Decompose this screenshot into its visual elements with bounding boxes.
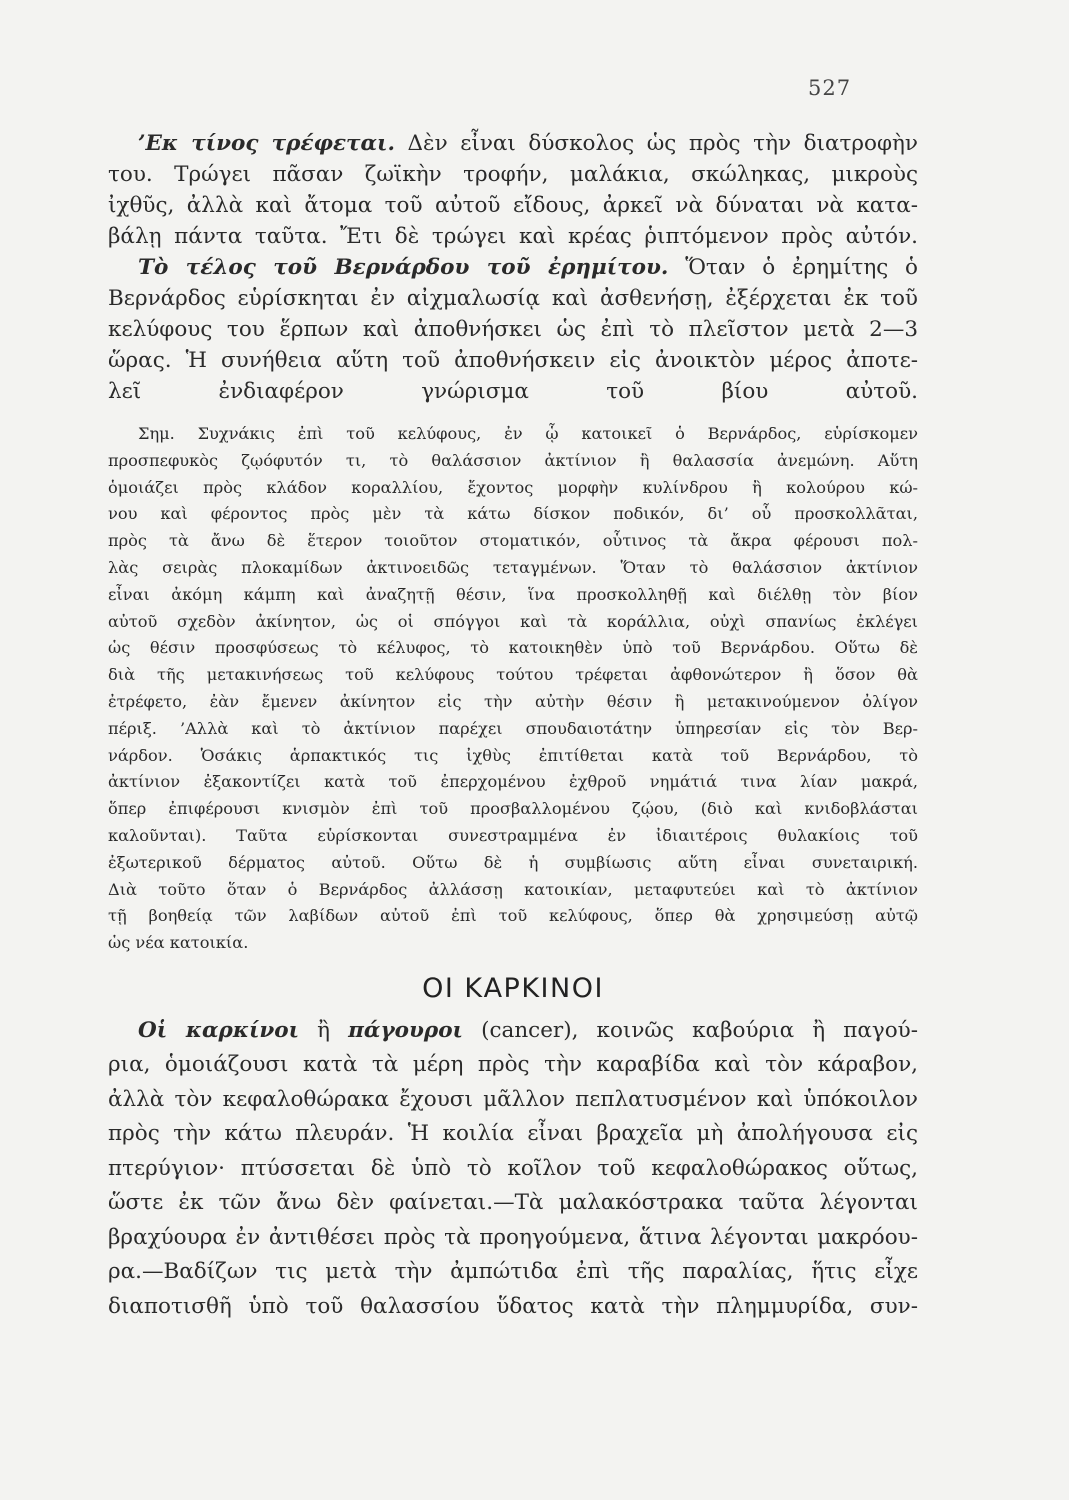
note-line: διὰ τῆς μετακινήσεως τοῦ κελύφους τούτου τρέφεται ἀφθονώτερον ἢ ὅσον θὰ (108, 665, 918, 685)
note-line: ἀκτίνιον ἐξακοντίζει κατὰ τοῦ ἐπερχομένου ἐχθροῦ νημάτιά τινα λίαν μακρά, (108, 772, 918, 792)
note-line: τῇ βοηθείᾳ τῶν λαβίδων αὐτοῦ ἐπὶ τοῦ κελύφους, ὅπερ θὰ χρησιμεύσῃ αὐτῷ (108, 906, 918, 926)
note-line: ὅπερ ἐπιφέρουσι κνισμὸν ἐπὶ τοῦ προσβαλλομένου ζῴου, (διὸ καὶ κνιδοβλάσται (108, 799, 918, 819)
text-line: κελύφους του ἕρπων καὶ ἀποθνήσκει ὡς ἐπὶ τὸ πλεῖστον μετὰ 2—3 (108, 317, 918, 342)
note-line: Διὰ τοῦτο ὅταν ὁ Βερνάρδος ἀλλάσσῃ κατοικίαν, μεταφυτεύει καὶ τὸ ἀκτίνιον (108, 879, 918, 899)
section-feeding (108, 128, 918, 252)
note-line: καλοῦνται). Ταῦτα εὑρίσκονται συνεστραμμένα ἐν ἰδιαιτέροις θυλακίοις τοῦ (108, 825, 918, 845)
text-line: πρὸς τὴν κάτω πλευράν. Ἡ κοιλία εἶναι βραχεῖα μὴ ἀπολήγουσα εἰς (108, 1121, 918, 1147)
note-line: πέριξ. ’Αλλὰ καὶ τὸ ἀκτίνιον παρέχει σπουδαιοτάτην ὑπηρεσίαν εἰς τὸν Βερ- (108, 718, 918, 738)
section-heading: Τὸ τέλος τοῦ Βερνάρδου τοῦ ἐρημίτου. (138, 255, 669, 280)
note-line: πρὸς τὰ ἄνω δὲ ἕτερον τοιοῦτον στοματικόν, οὗτινος τὰ ἄκρα φέρουσι πολ- (108, 531, 918, 551)
chapter-title: ΟΙ ΚΑΡΚΙΝΟΙ (422, 972, 604, 1004)
text-line: ἰχθῦς, ἀλλὰ καὶ ἄτομα τοῦ αὐτοῦ εἴδους, ἀρκεῖ νὰ δύναται νὰ κατα- (108, 193, 918, 218)
text-line: βάλῃ πάντα ταῦτα. Ἔτι δὲ τρώγει καὶ κρέας ῥιπτόμενον πρὸς αὐτόν. (108, 224, 918, 249)
text-line: ἀλλὰ τὸν κεφαλοθώρακα ἔχουσι μᾶλλον πεπλατυσμένον καὶ ὑπόκοιλον (108, 1086, 918, 1112)
text-line: λεῖ ἐνδιαφέρον γνώρισμα τοῦ βίου αὐτοῦ. (108, 379, 918, 404)
note-line: Σημ. Συχνάκις ἐπὶ τοῦ κελύφους, ἐν ᾧ κατοικεῖ ὁ Βερνάρδος, εὑρίσκομεν (138, 424, 918, 443)
bold-term: Οἱ καρκίνοι (138, 1017, 300, 1043)
text-line: ρα.—Βαδίζων τις μετὰ τὴν ἀμπώτιδα ἐπὶ τῆς παραλίας, ἥτις εἶχε (108, 1259, 918, 1285)
text-line: πτερύγιον· πτύσσεται δὲ ὑπὸ τὸ κοῖλον τοῦ κεφαλοθώρακος οὕτως, (108, 1155, 918, 1181)
note-line: λὰς σειρὰς πλοκαμίδων ἀκτινοειδῶς τεταγμένων. Ὅταν τὸ θαλάσσιον ἀκτίνιον (108, 557, 918, 577)
text-line: του. Τρώγει πᾶσαν ζωϊκὴν τροφήν, μαλάκια, σκώληκας, μικροὺς (108, 162, 918, 187)
note-line: ὁμοιάζει πρὸς κλάδον κοραλλίου, ἔχοντος μορφὴν κυλίνδρου ἢ κολούρου κώ- (108, 477, 918, 497)
bold-term: πάγουροι (348, 1017, 463, 1043)
text-line (108, 252, 918, 283)
text-line: ρια, ὁμοιάζουσι κατὰ τὰ μέρη πρὸς τὴν καραβίδα καὶ τὸν κάραβον, (108, 1052, 918, 1078)
page-body (108, 128, 918, 1324)
section-heading: ’Εκ τίνος τρέφεται. (138, 131, 395, 156)
text-line: βραχύουρα ἐν ἀντιθέσει πρὸς τὰ προηγούμενα, ἅτινα λέγονται μακρόου- (108, 1224, 918, 1250)
note-line: αὐτοῦ σχεδὸν ἀκίνητον, ὡς οἱ σπόγγοι καὶ τὰ κοράλλια, οὐχὶ σπανίως ἐκλέγει (108, 611, 918, 631)
section-end-of-bernard (108, 252, 918, 407)
text-line: διαποτισθῆ ὑπὸ τοῦ θαλασσίου ὕδατος κατὰ τὴν πλημμυρίδα, συν- (108, 1293, 918, 1319)
note-line: ὡς νέα κατοικία. (108, 933, 249, 953)
note-line: νάρδον. Ὁσάκις ἁρπακτικός τις ἰχθὺς ἐπιτίθεται κατὰ τοῦ Βερνάρδου, τὸ (108, 745, 918, 765)
text-line: ὥστε ἐκ τῶν ἄνω δὲν φαίνεται.—Τὰ μαλακόστρακα ταῦτα λέγονται (108, 1190, 918, 1216)
text-line: ὥρας. Ἡ συνήθεια αὕτη τοῦ ἀποθνήσκειν εἰς ἀνοικτὸν μέρος ἀποτε- (108, 348, 918, 373)
text-line: Βερνάρδος εὑρίσκηται ἐν αἰχμαλωσίᾳ καὶ ἀσθενήσῃ, ἐξέρχεται ἐκ τοῦ (108, 286, 918, 311)
footnote (108, 421, 918, 957)
note-line: εἶναι ἀκόμη κάμπη καὶ ἀναζητῇ θέσιν, ἵνα προσκολληθῇ καὶ διέλθῃ τὸν βίον (108, 584, 918, 604)
page-number: 527 (808, 76, 852, 100)
text-span: Ὅταν ὁ ἐρημίτης ὁ (685, 255, 918, 280)
note-line: προσπεφυκὸς ζῳόφυτόν τι, τὸ θαλάσσιον ἀκτίνιον ἢ θαλασσία ἀνεμώνη. Αὕτη (108, 450, 918, 470)
section-crabs (108, 1014, 918, 1325)
text-line (108, 1014, 918, 1049)
text-span: Δὲν εἶναι δύσκολος ὡς πρὸς τὴν διατροφὴν (407, 131, 918, 156)
note-line: ὡς θέσιν προσφύσεως τὸ κέλυφος, τὸ κατοικηθὲν ὑπὸ τοῦ Βερνάρδου. Οὕτω δὲ (108, 638, 918, 658)
note-line: νου καὶ φέροντος πρὸς μὲν τὰ κάτω δίσκον ποδικόν, δι’ οὗ προσκολλᾶται, (108, 504, 918, 524)
text-line (108, 128, 918, 159)
text-span: ἢ (299, 1017, 349, 1043)
note-line: ἐτρέφετο, ἐὰν ἔμενεν ἀκίνητον εἰς τὴν αὐτὴν θέσιν ἢ μετακινούμενον ὀλίγον (108, 691, 918, 711)
text-span: (cancer), κοινῶς καβούρια ἢ παγού- (462, 1017, 918, 1043)
note-line: ἐξωτερικοῦ δέρματος αὐτοῦ. Οὕτω δὲ ἡ συμβίωσις αὕτη εἶναι συνεταιρική. (108, 852, 918, 872)
